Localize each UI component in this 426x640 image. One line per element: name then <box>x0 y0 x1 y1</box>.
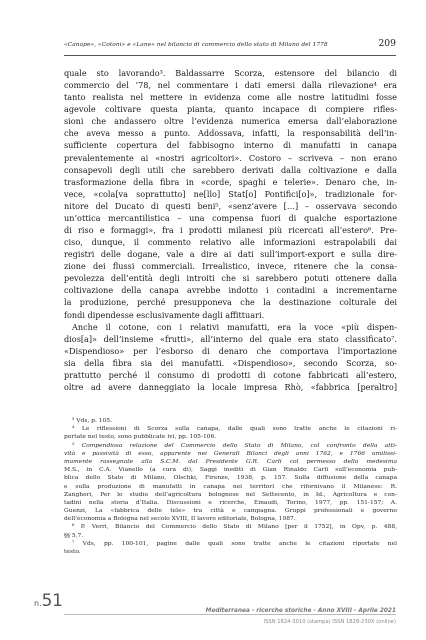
body-line: che aveva messo a punto. Addossava, infatti, la responsabilità dell’in- <box>64 128 397 139</box>
issue-number: 51 <box>41 591 63 611</box>
body-line: trasformazione della fibra in «corde, spaghi e telerie». Denaro che, in- <box>64 176 397 187</box>
running-title: «Canape», «Cotoni» e «Lane» nel bilancio di commercio dello stato di Milano del 1778 <box>64 42 328 48</box>
footnote-line: ⁷ Vds, pp. 100-101, pagine dalle quali sono tratte anche le citazioni riportate nel <box>72 539 397 547</box>
footnote-line: e sulla produzione di manufatti in canapa nei territori che rifornivano il Milanese: R. <box>64 482 397 490</box>
body-line: nitore del Ducato di questi beni⁵, «senz’avere […] – osservava secondo <box>64 200 397 211</box>
body-line: ciso, dunque, il commento relativo alle informazioni estrapolabili dai <box>64 237 397 248</box>
body-line: sufficiente copertura del fabbisogno interno di manufatti in canapa <box>64 140 397 151</box>
body-line: prevalentemente ai «nostri agricoltori». Costoro – scriveva – non erano <box>64 152 397 163</box>
body-line: quale sto lavorando³. Baldassarre Scorza, estensore del bilancio di <box>64 68 397 78</box>
body-line: vece, «cola[va soprattutto] ne[llo] Stat[o] Pontifici[o]», tradizionale for- <box>64 188 397 199</box>
footnote-line: M.S., in C.A. Vianello (a cura di), Saggi inediti di Gian Rinaldo Carli sull’economia pub- <box>64 466 397 474</box>
issue-prefix: n. <box>34 599 42 608</box>
body-line: consapevoli degli utili che sarebbero derivati dalla coltivazione e dalla <box>64 164 397 175</box>
body-line: la produzione, perché presupponeva che la destinazione colturale dei <box>64 297 397 308</box>
footnote-line: ⁶ P. Verri, Bilancio del Commercio dello Stato di Milano [per il 1752], in Opv, p. 488, <box>72 523 397 531</box>
body-line: un’ottica mercantilistica – una compensa fuori di qualche esportazione <box>64 212 397 223</box>
footnote-line: dell’economia a Bologna nel secolo XVIII, Il lavoro editoriale, Bologna, 1987. <box>64 515 296 523</box>
body-line: di riso e formaggi», fra i prodotti milanesi più ricercati all’estero⁶. Pre- <box>64 225 397 236</box>
body-line: coltivazione della canapa avrebbe indotto i contadini a incrementarne <box>64 285 397 296</box>
body-line: commercio del ’78, nel commentare i dati emersi dalla rilevazione⁴ era <box>64 80 397 91</box>
body-line: Anche il cotone, con i relativi manufatti, era la voce «più dispen- <box>72 321 397 332</box>
footnote-line: testo. <box>64 548 81 555</box>
body-line: registri delle dogane, vale a dire ai dati sull’import-export e sulla dire- <box>64 249 397 260</box>
footnote-line: vità e passività di esso, apparente nei Generali Bilanci degli anni 1762, e 1766 umilissi- <box>64 449 397 457</box>
issn: ISSN 1824-3010 (stampa) ISSN 1828-230X (online) <box>263 619 396 625</box>
body-line: zione dei flussi commerciali. Irrealistico, invece, ritenere che la consa- <box>64 261 397 272</box>
footnote-line: Zangheri, Per lo studio dell’agricoltura bolognese nel Settecento, in Id., Agricoltura e con- <box>64 490 397 498</box>
page-number: 209 <box>378 38 396 49</box>
body-line: pevolezza dell’entità degli introiti che si sarebbero potuti ottenere dalla <box>64 273 397 284</box>
body-line: «Dispendioso» per l’esborso di denaro che comportava l’importazione <box>64 345 397 356</box>
body-line: oltre ad avere danneggiato la locale impresa Rhò, «fabbrica [peraltro] <box>64 382 397 393</box>
footnote-line: ⁵ Compendiosa relazione del Commercio dello Stato di Milano, col confronto della atti- <box>72 441 397 449</box>
body-line: dios[a]» dell’insieme «frutti», all’interno del quale era stato classificato⁷. <box>64 333 397 344</box>
body-line: fondi dipendesse esclusivamente dagli affittuari. <box>64 309 265 320</box>
body-text <box>64 67 397 393</box>
footnote-line: portate nel testo, sono pubblicate ivi, pp. 105-106. <box>64 433 217 441</box>
footnotes <box>64 417 397 556</box>
footer-issue-number <box>34 591 63 611</box>
footnote-line: §§ 5,7. <box>64 531 84 539</box>
journal-title: Mediterranea - ricerche storiche - Anno XVIII - Aprile 2021 <box>205 608 396 614</box>
footnote-line: Guenzi, La «fabbrica delle tele» tra città e campagna. Gruppi professionali e governo <box>64 507 397 515</box>
header-rule <box>64 55 396 56</box>
footnote-line: blica dello Stato di Milano, Olschki, Firenze, 1938, p. 157. Sulla diffusione della canapa <box>64 474 397 482</box>
body-line: sioni che andassero oltre l’evidenza numerica emersa dall’elaborazione <box>64 116 397 127</box>
body-line: agevole coltivare questa pianta, quanto incapace di compiere rifles- <box>64 104 397 115</box>
body-line: tanto realista nel mettere in evidenza come alle nostre latitudini fosse <box>64 92 397 103</box>
footnote-line: tadini nella storia d’Italia. Discussioni e ricerche, Einaudi, Torino, 1977, pp. 151-157; A. <box>64 498 397 506</box>
footer-rule <box>64 614 396 615</box>
body-line: sia della fibra sia dei manufatti. «Dispendioso», secondo Scorza, so- <box>64 357 397 368</box>
footnote-line: ⁴ Le riflessioni di Scorza sulla canapa, dalle quali sono tratte anche le citazioni ri- <box>72 425 397 433</box>
footnote-line: mamente rassegnate alla S.C.M. dal Presidente G.R. Carli col permesso della medesima <box>64 457 397 465</box>
footnote-line: ³ Vds, p. 105. <box>72 417 112 424</box>
body-line: prattutto perché il consumo di prodotti di cotone fabbricati all’estero, <box>64 369 397 380</box>
